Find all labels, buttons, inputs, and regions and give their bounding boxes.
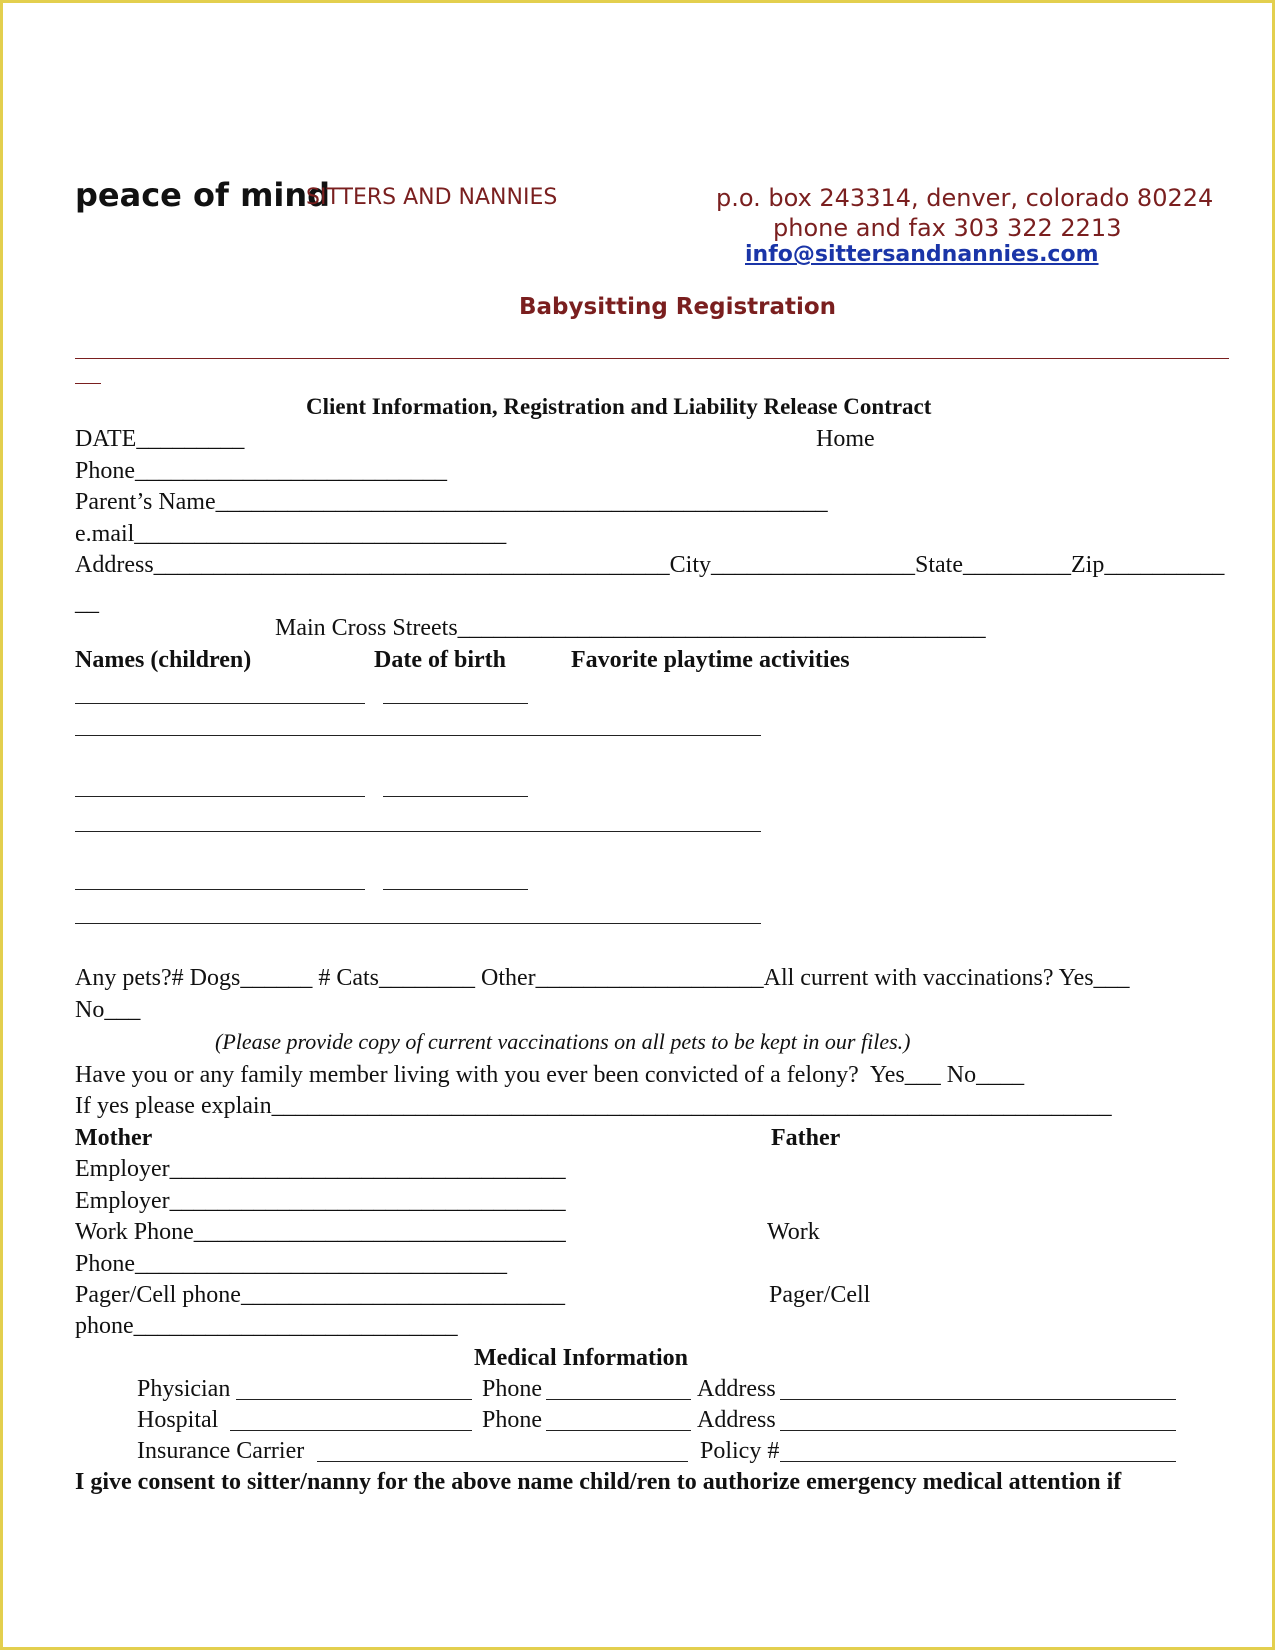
children-dob-header: Date of birth bbox=[374, 647, 506, 673]
brand-subtitle: SITTERS AND NANNIES bbox=[306, 185, 558, 210]
contact-phone: phone and fax 303 322 2213 bbox=[773, 214, 1122, 242]
children-activities-header: Favorite playtime activities bbox=[571, 647, 850, 673]
work-phone-field[interactable]: Work Phone_______________________________ bbox=[75, 1219, 566, 1245]
child-3-dob-line[interactable] bbox=[383, 889, 528, 890]
form-title: Babysitting Registration bbox=[519, 294, 837, 320]
child-2-activities-line[interactable] bbox=[75, 831, 761, 832]
felony-question[interactable]: Have you or any family member living with you ever been convicted of a felony? Yes___ No____ bbox=[75, 1062, 1025, 1088]
children-names-header: Names (children) bbox=[75, 647, 252, 673]
hospital-address-line[interactable] bbox=[780, 1430, 1176, 1431]
phone-wrap-field[interactable]: Phone_______________________________ bbox=[75, 1251, 507, 1277]
child-2-dob-line[interactable] bbox=[383, 796, 528, 797]
home-label: Home bbox=[816, 426, 875, 452]
child-1-dob-line[interactable] bbox=[383, 703, 528, 704]
policy-line[interactable] bbox=[780, 1461, 1176, 1462]
phone-wrap-field-2[interactable]: phone___________________________ bbox=[75, 1313, 458, 1339]
hospital-label: Hospital bbox=[137, 1407, 219, 1433]
date-field[interactable]: DATE_________ bbox=[75, 426, 245, 452]
physician-address-label: Address bbox=[697, 1376, 776, 1402]
address-field[interactable]: Address___________________________________________City_________________State_________Zip__________ bbox=[75, 552, 1225, 578]
physician-label: Physician bbox=[137, 1376, 231, 1402]
employer-field-2[interactable]: Employer_________________________________ bbox=[75, 1188, 566, 1214]
consent-statement: I give consent to sitter/nanny for the above name child/ren to authorize emergency medical attention if bbox=[75, 1469, 1122, 1495]
father-header: Father bbox=[771, 1125, 841, 1151]
physician-line[interactable] bbox=[236, 1399, 472, 1400]
child-1-activities-line[interactable] bbox=[75, 735, 761, 736]
employer-field-1[interactable]: Employer_________________________________ bbox=[75, 1156, 566, 1182]
parents-name-field[interactable]: Parent’s Name___________________________________________________ bbox=[75, 489, 828, 515]
hospital-line[interactable] bbox=[230, 1430, 472, 1431]
mother-header: Mother bbox=[75, 1125, 153, 1151]
father-pager-label: Pager/Cell bbox=[769, 1282, 871, 1308]
child-3-name-line[interactable] bbox=[75, 889, 365, 890]
physician-phone-label: Phone bbox=[482, 1376, 542, 1402]
contact-address: p.o. box 243314, denver, colorado 80224 bbox=[716, 184, 1214, 212]
hospital-phone-label: Phone bbox=[482, 1407, 542, 1433]
pets-field[interactable]: Any pets?# Dogs______ # Cats________ Other___________________All current with vaccinations? Yes___ bbox=[75, 965, 1130, 991]
felony-explain-field[interactable]: If yes please explain______________________________________________________________________ bbox=[75, 1093, 1112, 1119]
pager-cell-field[interactable]: Pager/Cell phone___________________________ bbox=[75, 1282, 565, 1308]
medical-title: Medical Information bbox=[474, 1345, 688, 1371]
child-1-name-line[interactable] bbox=[75, 703, 365, 704]
child-2-name-line[interactable] bbox=[75, 796, 365, 797]
hospital-phone-line[interactable] bbox=[546, 1430, 691, 1431]
contact-email-link[interactable]: info@sittersandnannies.com bbox=[745, 242, 1099, 267]
physician-phone-line[interactable] bbox=[546, 1399, 691, 1400]
insurance-label: Insurance Carrier bbox=[137, 1438, 305, 1464]
email-field[interactable]: e.mail_______________________________ bbox=[75, 521, 507, 547]
policy-label: Policy # bbox=[700, 1438, 780, 1464]
hospital-address-label: Address bbox=[697, 1407, 776, 1433]
cross-streets-field[interactable]: Main Cross Streets____________________________________________ bbox=[275, 615, 986, 641]
address-wrap: __ bbox=[75, 590, 99, 616]
brand-name: peace of mind bbox=[75, 176, 331, 214]
child-3-activities-line[interactable] bbox=[75, 923, 761, 924]
insurance-line[interactable] bbox=[317, 1461, 688, 1462]
phone-field[interactable]: Phone__________________________ bbox=[75, 458, 447, 484]
contract-title: Client Information, Registration and Liability Release Contract bbox=[306, 394, 932, 419]
title-separator-wrap bbox=[75, 383, 101, 384]
pets-note: (Please provide copy of current vaccinations on all pets to be kept in our files.) bbox=[215, 1029, 911, 1054]
pets-vaccination-no[interactable]: No___ bbox=[75, 997, 141, 1023]
physician-address-line[interactable] bbox=[780, 1399, 1176, 1400]
title-separator-line bbox=[75, 358, 1229, 359]
father-work-label: Work bbox=[767, 1219, 820, 1245]
